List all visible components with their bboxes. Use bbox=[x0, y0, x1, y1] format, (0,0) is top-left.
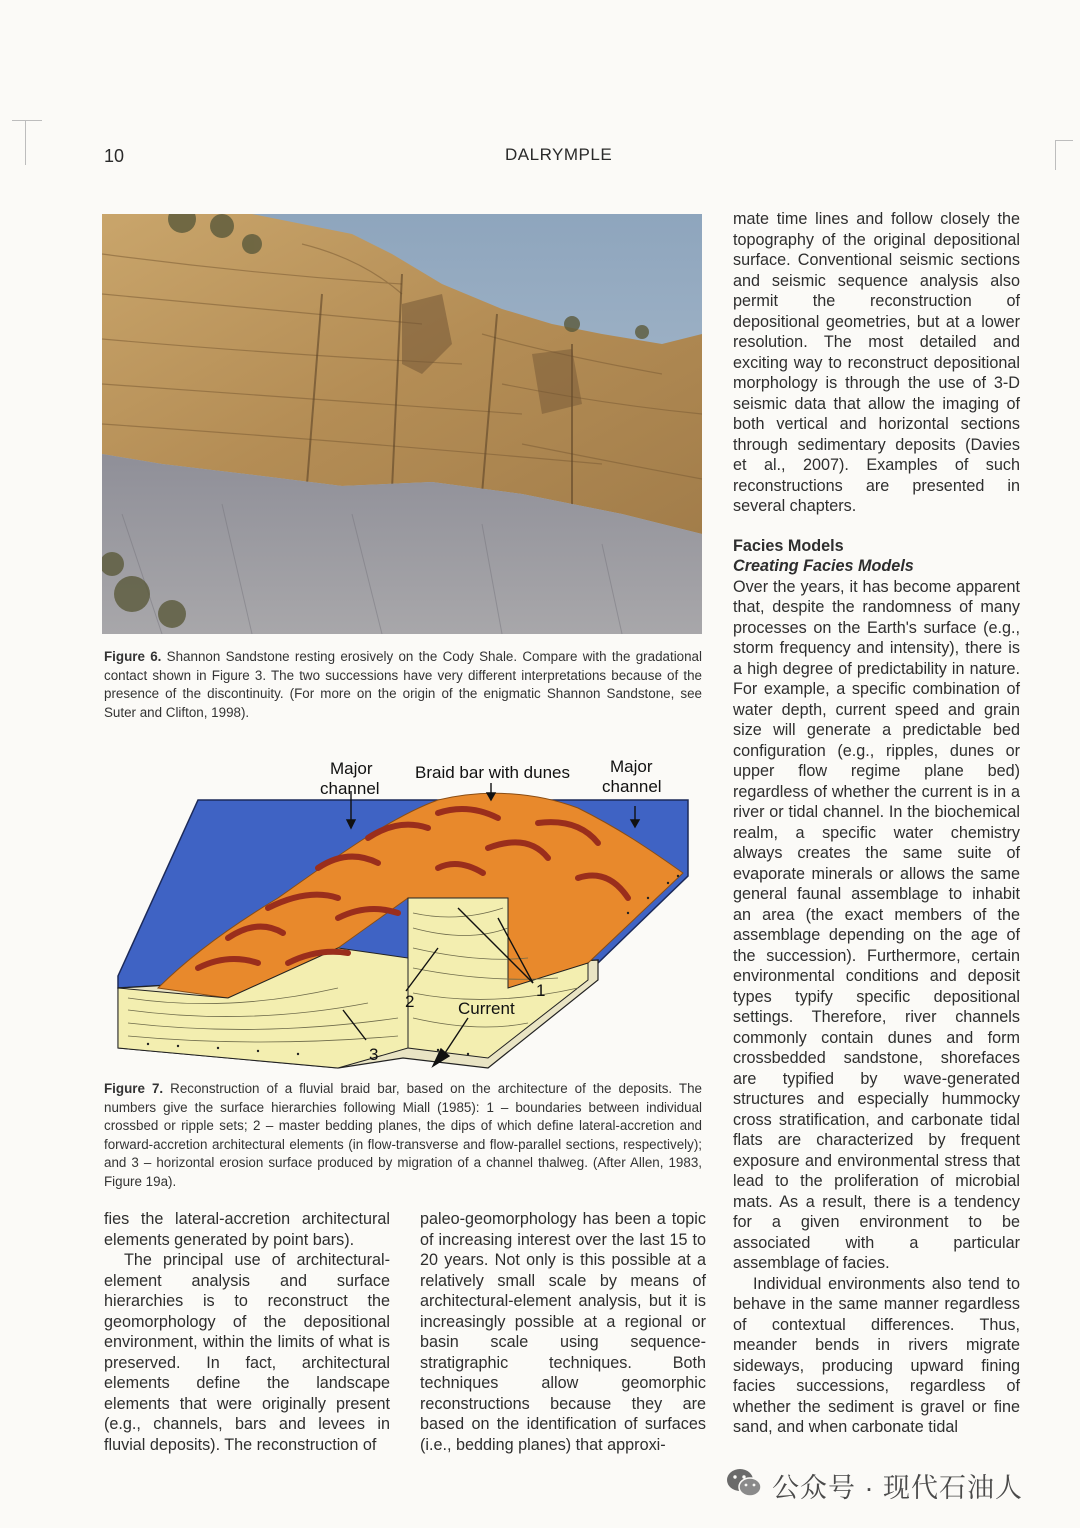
label-major-channel-right-1: Major bbox=[610, 757, 653, 776]
running-head: DALRYMPLE bbox=[505, 145, 613, 164]
section-heading: Facies Models bbox=[733, 536, 844, 555]
label-major-channel-left-2: channel bbox=[320, 779, 380, 798]
page-number: 10 bbox=[104, 146, 125, 166]
figure-6-photo bbox=[102, 214, 702, 634]
paragraph: The principal use of architectural-element analysis and surface hierarchies is to reconstruct the geomorphology of the depositional environment, within the limits of what is preserved. In fact, architectural elements define the landscape elements that were originally present (e.g., channels, bars and levees in fluvial deposits). The reconstruction of bbox=[104, 1251, 390, 1454]
crop-mark bbox=[1055, 140, 1073, 141]
figure-7-diagram bbox=[108, 748, 708, 1078]
label-number-1: 1 bbox=[536, 981, 546, 1000]
figure-7-caption bbox=[104, 1080, 702, 1192]
crop-mark bbox=[12, 120, 42, 121]
bottom-column-middle bbox=[420, 1209, 706, 1455]
paragraph: mate time lines and follow closely the topography of the original depositional surface. Conventional seismic sections and seismic sequence analysis also permit the reconstruction of depositional geometries, but at a lower resolution. The most detailed and exciting way to reconstruct depositional morphology is through the use of 3-D seismic data that allow the imaging of both vertical and horizontal sections through sedimentary deposits (Davies et al., 2007). Examples of such reconstructions are presented in several chapters. bbox=[733, 210, 1020, 515]
watermark-text: 公众号 · 现代石油人 bbox=[772, 1472, 1023, 1503]
paragraph: Individual environments also tend to behave in the same manner regardless of contextual differences. Thus, meander bends in rivers migrate sideways, producing upward fining facies successions, regardless of whether the sediment is gravel or fine sand, and when carbonate tidal bbox=[733, 1274, 1020, 1436]
figure-7-label: Figure 7. bbox=[104, 1081, 164, 1096]
figure-6-label: Figure 6. bbox=[104, 649, 162, 664]
watermark bbox=[726, 1460, 1023, 1510]
bottom-column-left bbox=[104, 1209, 390, 1455]
label-braid-bar: Braid bar with dunes bbox=[415, 763, 570, 782]
label-current: Current bbox=[458, 999, 515, 1018]
paragraph: Over the years, it has become apparent that, despite the randomness of many processes on the Earth's surface (e.g., storm frequency and intensity), there is a high degree of predictability in nature. For example, a specific combination of water depth, current speed and grain size will generate a predictable bed configuration (e.g., ripples, dunes or upper flow regime plane bed) regardless of whether the current is in a river or tidal channel. In the biochemical realm, a specific water chemistry always creates the same suite of evaporate minerals or allows the same general faunal assemblage to inhabit an area (the exact members of the assemblage depending on the age of the succession). Furthermore, certain environmental conditions and deposit types typify specific depositional settings. Therefore, river channels commonly contain dunes and form crossbedded sandstone, shorefaces are typified by wave-generated structures and especially hummocky cross stratification, and carbonate tidal flats are characterized by frequent exposure and environmental stress that lead to the proliferation of microbial mats. As a result, there is a tendency for a given environment to be associated with a particular assemblage of facies. bbox=[733, 577, 1020, 1272]
paragraph: paleo-geomorphology has been a topic of increasing interest over the last 15 to 20 years. Not only is this possible at a relatively small scale by means of architectural-element analysis, but it is increasingly possible at a regional or basin scale using sequence-stratigraphic techniques. Both techniques allow geomorphic reconstructions because they are based on the identification of surfaces (i.e., bedding planes) that approxi- bbox=[420, 1210, 706, 1454]
right-column bbox=[733, 209, 1020, 1438]
label-major-channel-right-2: channel bbox=[602, 777, 662, 796]
paragraph: fies the lateral-accretion architectural elements generated by point bars). bbox=[104, 1210, 390, 1249]
label-number-2: 2 bbox=[405, 992, 415, 1011]
label-major-channel-left-1: Major bbox=[330, 759, 373, 778]
figure-6-caption-text: Shannon Sandstone resting erosively on the Cody Shale. Compare with the gradational contact shown in Figure 3. The two successions have very different interpretations because of the presence of the discontinuity. (For more on the origin of the enigmatic Shannon Sandstone, see Suter and Clifton, 1998). bbox=[104, 649, 702, 720]
label-number-3: 3 bbox=[369, 1045, 379, 1064]
subsection-heading: Creating Facies Models bbox=[733, 557, 914, 575]
figure-7-caption-text: Reconstruction of a fluvial braid bar, based on the architecture of the deposits. The numbers give the surface hierarchies following Miall (1985): 1 – boundaries between individual crossbed or ripple sets; 2 – master bedding planes, the dips of which define lateral-accretion and forward-accretion architectural elements (in flow-transverse and flow-parallel sections, respectively); and 3 – horizontal erosion surface produced by migration of a channel thalweg. (After Allen, 1983, Figure 19a). bbox=[104, 1081, 702, 1189]
crop-mark bbox=[25, 120, 26, 165]
wechat-icon bbox=[726, 1467, 762, 1504]
figure-6-caption bbox=[104, 648, 702, 722]
crop-mark bbox=[1055, 140, 1056, 170]
